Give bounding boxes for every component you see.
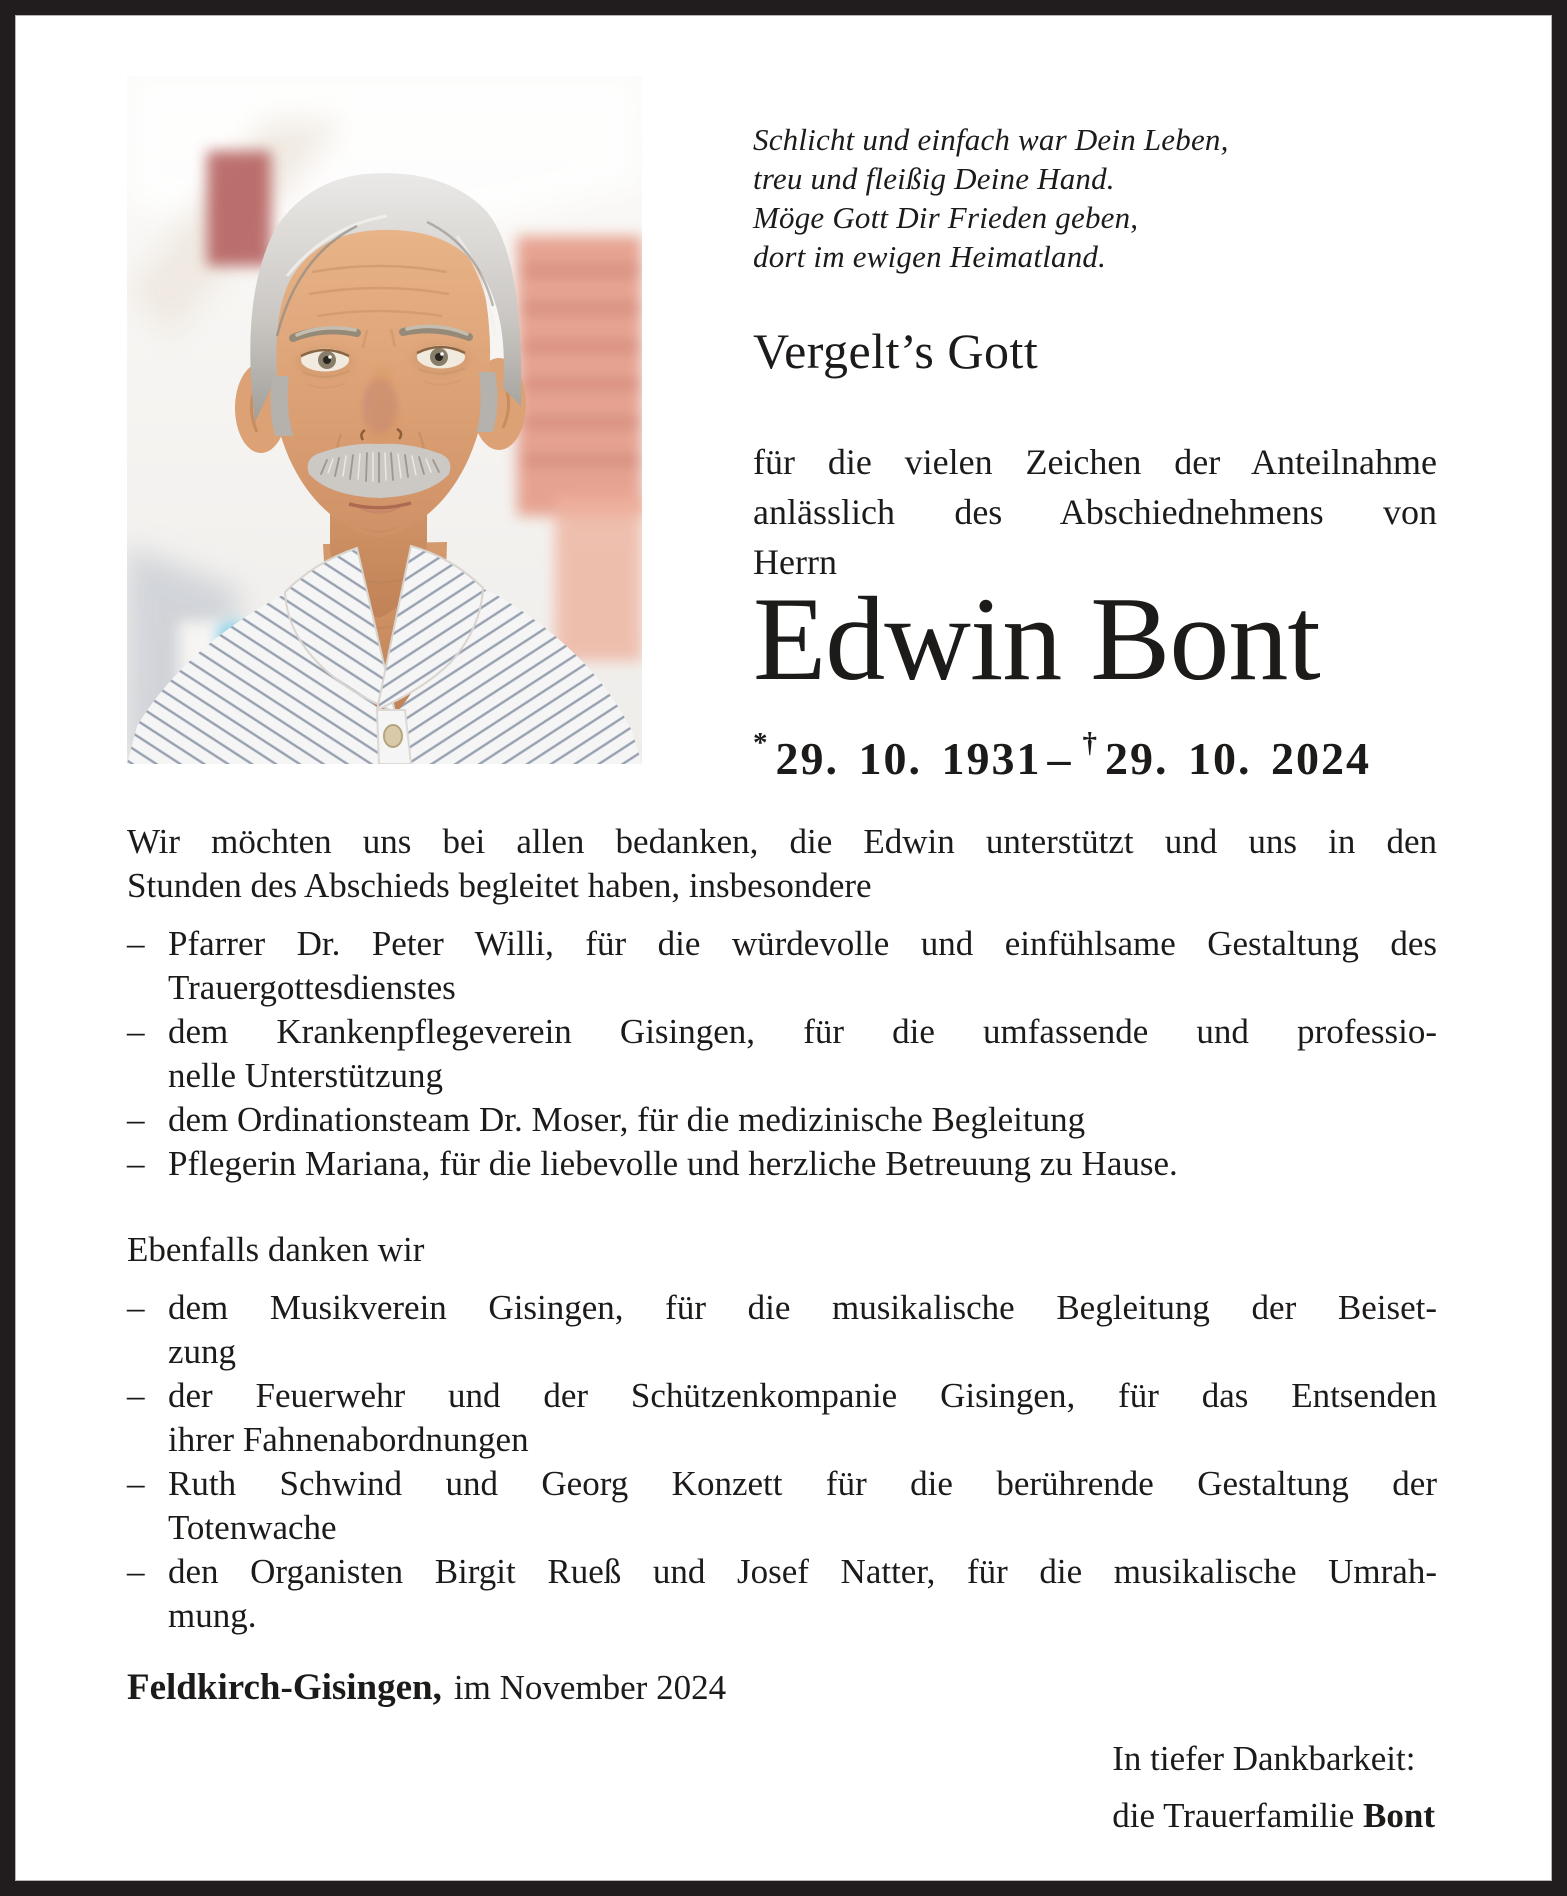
- list-item: [127, 1550, 1437, 1638]
- death-symbol: †: [1082, 727, 1097, 759]
- list-dash: –: [127, 924, 145, 963]
- thanks-heading: Vergelt’s Gott: [753, 323, 1039, 379]
- list-item-text: der Feuerwehr und der Schützenkompanie Gisingen, für das Entsenden ihrer Fahnenabordnungen: [168, 1376, 1437, 1459]
- list-item-text: den Organisten Birgit Rueß und Josef Natter, für die musikalische Umrah- mung.: [168, 1552, 1437, 1635]
- thanks-list: [127, 922, 1437, 1186]
- portrait-illustration: [127, 76, 642, 764]
- closing-line-2-prefix: die Trauerfamilie: [1112, 1796, 1364, 1835]
- closing-line-2: [1112, 1787, 1435, 1844]
- family-name: Bont: [1363, 1796, 1435, 1835]
- list-dash: –: [127, 1376, 145, 1415]
- list-dash: –: [127, 1552, 145, 1591]
- list-item: [127, 1462, 1437, 1550]
- list-dash: –: [127, 1464, 145, 1503]
- place-date-line: [127, 1664, 1437, 1712]
- birth-date: 29. 10. 1931: [775, 733, 1042, 784]
- list-item-text: dem Musikverein Gisingen, für die musikalische Begleitung der Beiset- zung: [168, 1288, 1437, 1371]
- list-item-text: Pflegerin Mariana, für die liebevolle und herzliche Betreuung zu Hause.: [168, 1144, 1178, 1183]
- list-item: [127, 922, 1437, 1010]
- closing-line-1: In tiefer Dankbarkeit:: [1112, 1739, 1416, 1778]
- portrait-photo: [127, 76, 642, 764]
- list-dash: –: [127, 1100, 145, 1139]
- birth-symbol: *: [753, 727, 768, 759]
- list-dash: –: [127, 1288, 145, 1327]
- closing-block: [1112, 1730, 1437, 1844]
- life-dates: [753, 718, 1437, 784]
- list-item-text: Pfarrer Dr. Peter Willi, für die würdevolle und einfühlsame Gestaltung des Trauergottesdienstes: [168, 924, 1437, 1007]
- memorial-verse: Schlicht und einfach war Dein Leben, treu und fleißig Deine Hand. Möge Gott Dir Frieden geben, dort im ewigen Heimatland.: [753, 122, 1229, 274]
- list-item-text: dem Krankenpflegeverein Gisingen, für die umfassende und professio- nelle Unterstützung: [168, 1012, 1437, 1095]
- date: im November 2024: [453, 1668, 727, 1707]
- second-thanks-intro: Ebenfalls danken wir: [127, 1230, 425, 1269]
- second-thanks-list: [127, 1286, 1437, 1638]
- death-date: 29. 10. 2024: [1105, 733, 1371, 784]
- list-dash: –: [127, 1144, 145, 1183]
- intro-paragraph: für die vielen Zeichen der Anteilnahme anlässlich des Abschiednehmens von Herrn: [753, 442, 1437, 582]
- list-item: [127, 1374, 1437, 1462]
- thanks-paragraph: Wir möchten uns bei allen bedanken, die Edwin unterstützt und uns in den Stunden des Abschieds begleitet haben, insbesondere: [127, 822, 1437, 905]
- list-item-text: Ruth Schwind und Georg Konzett für die berührende Gestaltung der Totenwache: [168, 1464, 1437, 1547]
- list-item: [127, 1286, 1437, 1374]
- list-dash: –: [127, 1012, 145, 1051]
- deceased-name: Edwin Bont: [753, 572, 1320, 705]
- acknowledgement-body: [127, 820, 1437, 1844]
- list-item: [127, 1098, 1437, 1142]
- list-item: [127, 1142, 1437, 1186]
- list-item-text: dem Ordinationsteam Dr. Moser, für die medizinische Begleitung: [168, 1100, 1086, 1139]
- place: Feldkirch-Gisingen,: [127, 1667, 442, 1708]
- right-column: [753, 76, 1437, 784]
- list-item: [127, 1010, 1437, 1098]
- dates-separator: –: [1047, 733, 1073, 784]
